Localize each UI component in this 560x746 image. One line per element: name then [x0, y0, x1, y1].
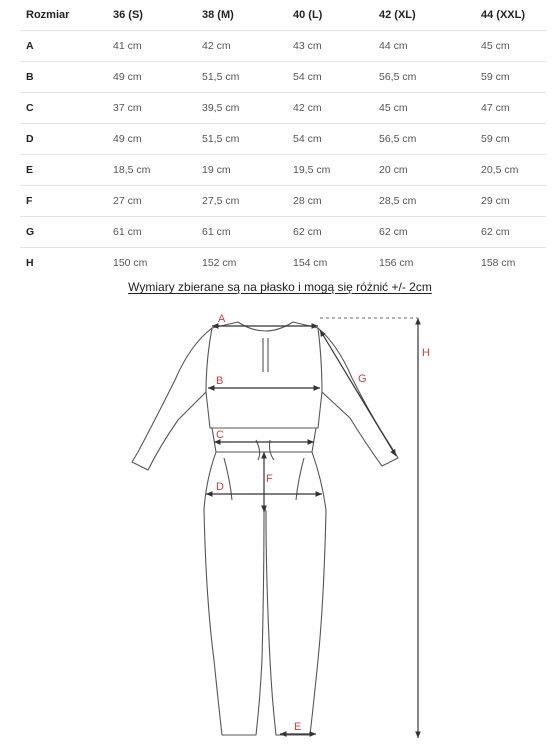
bodice-outline	[206, 322, 322, 428]
label-c: C	[216, 429, 224, 441]
table-cell: 27,5 cm	[202, 186, 293, 217]
table-cell: 20,5 cm	[481, 155, 546, 186]
row-label: B	[20, 62, 113, 93]
header-40-l: 40 (L)	[293, 0, 379, 31]
table-cell: 43 cm	[293, 31, 379, 62]
header-42-xl: 42 (XL)	[379, 0, 481, 31]
header-44-xxl: 44 (XXL)	[481, 0, 546, 31]
jumpsuit-diagram	[0, 300, 560, 746]
label-a: A	[218, 313, 226, 325]
table-cell: 152 cm	[202, 257, 237, 269]
label-e: E	[294, 721, 302, 733]
table-row	[20, 155, 546, 186]
table-row	[20, 62, 546, 93]
table-cell: 62 cm	[481, 217, 546, 248]
table-cell: 28,5 cm	[379, 186, 481, 217]
table-cell: 45 cm	[481, 31, 546, 62]
table-cell: 150 cm	[113, 257, 148, 269]
table-cell: 56,5 cm	[379, 124, 481, 155]
table-cell: 37 cm	[113, 93, 202, 124]
table-cell: 49 cm	[113, 62, 202, 93]
table-cell: 20 cm	[379, 155, 481, 186]
table-cell: 51,5 cm	[202, 62, 293, 93]
label-g: G	[358, 373, 367, 385]
table-row	[20, 124, 546, 155]
table-cell: 27 cm	[113, 186, 202, 217]
table-cell: 19 cm	[202, 155, 293, 186]
table-cell: 18,5 cm	[113, 155, 202, 186]
measurement-lines	[206, 318, 418, 738]
measure-line-g	[320, 330, 396, 456]
header-size: Rozmiar	[20, 0, 113, 31]
table-row	[20, 31, 546, 62]
table-cell: 42 cm	[293, 93, 379, 124]
table-cell: 47 cm	[481, 93, 546, 124]
row-label: F	[20, 186, 113, 217]
table-row	[20, 93, 546, 124]
table-cell: 49 cm	[113, 124, 202, 155]
row-label: H	[26, 257, 34, 269]
right-sleeve	[318, 328, 398, 466]
table-cell: 61 cm	[202, 217, 293, 248]
table-cell: 54 cm	[293, 62, 379, 93]
table-cell: 45 cm	[379, 93, 481, 124]
table-cell: 156 cm	[379, 257, 414, 269]
table-header-row	[20, 0, 546, 31]
table-cell: 62 cm	[293, 217, 379, 248]
front-placket	[263, 338, 268, 372]
row-label: C	[20, 93, 113, 124]
measurement-labels	[216, 313, 430, 733]
table-cell: 59 cm	[481, 124, 546, 155]
table-cell: 62 cm	[379, 217, 481, 248]
table-cell: 56,5 cm	[379, 62, 481, 93]
label-f: F	[266, 473, 273, 485]
table-cell: 28 cm	[293, 186, 379, 217]
label-d: D	[216, 481, 224, 493]
table-row	[20, 217, 546, 248]
table-cell: 19,5 cm	[293, 155, 379, 186]
label-b: B	[216, 375, 224, 387]
row-label: D	[20, 124, 113, 155]
table-cell: 158 cm	[481, 257, 516, 269]
header-38-m: 38 (M)	[202, 0, 293, 31]
label-h: H	[422, 347, 430, 359]
row-label: G	[20, 217, 113, 248]
table-cell: 51,5 cm	[202, 124, 293, 155]
table-cell: 41 cm	[113, 31, 202, 62]
measurement-note: Wymiary zbierane są na płasko i mogą się różnić +/- 2cm	[128, 280, 432, 294]
table-row	[20, 248, 546, 279]
table-cell: 59 cm	[481, 62, 546, 93]
table-cell: 39,5 cm	[202, 93, 293, 124]
table-cell: 54 cm	[293, 124, 379, 155]
table-cell: 61 cm	[113, 217, 202, 248]
table-cell: 154 cm	[293, 257, 328, 269]
table-cell: 42 cm	[202, 31, 293, 62]
table-cell: 29 cm	[481, 186, 546, 217]
row-label: A	[20, 31, 113, 62]
size-table	[20, 0, 546, 278]
row-label: E	[20, 155, 113, 186]
drawstring	[256, 440, 274, 460]
table-row	[20, 186, 546, 217]
left-sleeve	[132, 328, 212, 470]
waistband	[212, 428, 316, 452]
header-36-s: 36 (S)	[113, 0, 202, 31]
table-cell: 44 cm	[379, 31, 481, 62]
